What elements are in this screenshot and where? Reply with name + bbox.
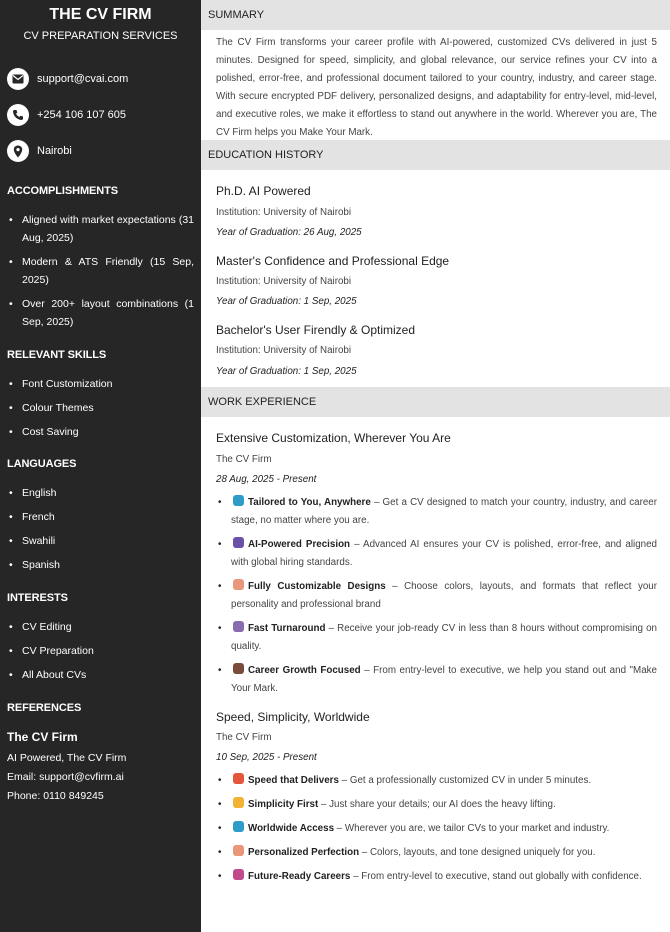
- list-item: [216, 494, 657, 530]
- bullet-text: – From entry-level to executive, stand out globally with confidence.: [350, 871, 642, 882]
- bullet-heading: AI-Powered Precision: [248, 539, 351, 550]
- phone-text: +254 106 107 605: [37, 109, 127, 121]
- job-company: The CV Firm: [216, 732, 272, 743]
- summary-text: The CV Firm transforms your career profile with AI-powered, customized CVs delivered in just 5 minutes. Designed for speed, simplicity, and global relevance, our service refines your CV into a polished, error-free, and professional document tailored to your country, industry, and career stage. With secure encrypted PDF delivery, personalized designs, and adaptability for entry-level, mid-level, and executive roles, we make it effortless to stand out anywhere in the world. Wherever you are, The CV Firm helps you Make Your Mark.: [216, 37, 657, 138]
- bullet-heading: Fast Turnaround: [248, 623, 326, 634]
- bullet-text: – Advanced AI ensures your CV is polished, error-free, and aligned with global hiring standards.: [231, 539, 657, 568]
- list-item: [216, 536, 657, 572]
- job-dates: 10 Sep, 2025 - Present: [216, 752, 317, 763]
- globe-icon: [233, 495, 244, 506]
- contact-email[interactable]: [7, 68, 128, 90]
- job-title: Extensive Customization, Wherever You Are: [216, 431, 451, 445]
- email-icon: [7, 68, 29, 90]
- interests-list: [7, 618, 194, 684]
- sparkles-icon: [233, 797, 244, 808]
- references-heading: REFERENCES: [7, 702, 82, 714]
- timer-icon: [233, 621, 244, 632]
- job-title: Speed, Simplicity, Worldwide: [216, 710, 370, 724]
- list-item: • Colour Themes: [7, 399, 194, 417]
- list-item: • CV Preparation: [7, 642, 194, 660]
- list-item: [216, 620, 657, 656]
- contact-phone[interactable]: [7, 104, 126, 126]
- list-item: [216, 662, 657, 698]
- skills-list: [7, 375, 194, 441]
- degree-year: Year of Graduation: 1 Sep, 2025: [216, 296, 357, 307]
- globe-icon: [233, 821, 244, 832]
- list-item: [216, 868, 657, 886]
- degree-institution: Institution: University of Nairobi: [216, 207, 352, 218]
- palette-icon: [233, 845, 244, 856]
- bullet-text: – Wherever you are, we tailor CVs to your market and industry.: [334, 823, 610, 834]
- main-content: [201, 0, 670, 932]
- bullet-heading: Career Growth Focused: [248, 665, 361, 676]
- list-item: [216, 796, 657, 814]
- list-item: [216, 844, 657, 862]
- palette-icon: [233, 579, 244, 590]
- bullet-heading: Speed that Delivers: [248, 775, 339, 786]
- reference-email[interactable]: Email: support@cvfirm.ai: [7, 771, 124, 783]
- degree-year: Year of Graduation: 1 Sep, 2025: [216, 366, 357, 377]
- bullet-heading: Worldwide Access: [248, 823, 335, 834]
- sidebar: [0, 0, 201, 932]
- list-item: [216, 772, 657, 790]
- list-item: • All About CVs: [7, 666, 194, 684]
- robot-icon: [233, 537, 244, 548]
- list-item: • French: [7, 508, 194, 526]
- list-item: • Modern & ATS Friendly (15 Sep, 2025): [7, 253, 194, 289]
- bullet-text: – From entry-level to executive, we help you stand out and "Make Your Mark.: [231, 665, 657, 694]
- email-text: support@cvai.com: [37, 73, 129, 85]
- languages-heading: LANGUAGES: [7, 458, 77, 470]
- summary-heading: SUMMARY: [201, 0, 670, 30]
- bullet-heading: Future-Ready Careers: [248, 871, 351, 882]
- lightning-icon: [233, 773, 244, 784]
- languages-list: [7, 484, 194, 574]
- list-item: • English: [7, 484, 194, 502]
- job-dates: 28 Aug, 2025 - Present: [216, 474, 317, 485]
- list-item: • Swahili: [7, 532, 194, 550]
- accomplishments-heading: ACCOMPLISHMENTS: [7, 185, 118, 197]
- briefcase-icon: [233, 663, 244, 674]
- rocket-icon: [233, 869, 244, 880]
- reference-phone[interactable]: Phone: 0110 849245: [7, 790, 104, 802]
- reference-name: The CV Firm: [7, 730, 78, 744]
- bullet-text: – Get a CV designed to match your country, industry, and career stage, no matter where you are.: [231, 497, 657, 526]
- list-item: [216, 820, 657, 838]
- work-heading: WORK EXPERIENCE: [201, 387, 670, 417]
- firm-tagline: CV PREPARATION SERVICES: [23, 30, 178, 42]
- list-item: • Cost Saving: [7, 423, 194, 441]
- accomplishments-list: [7, 211, 194, 331]
- job-bullets: [216, 772, 657, 886]
- bullet-heading: Simplicity First: [248, 799, 319, 810]
- contact-location: [7, 140, 72, 162]
- job-bullets: [216, 494, 657, 698]
- bullet-heading: Personalized Perfection: [248, 847, 360, 858]
- bullet-text: – Receive your job-ready CV in less than 8 hours without compromising on quality.: [231, 623, 657, 652]
- bullet-text: – Just share your details; our AI does the heavy lifting.: [318, 799, 556, 810]
- bullet-text: – Choose colors, layouts, and formats that reflect your personality and professional brand: [231, 581, 658, 610]
- degree-title: Bachelor's User Firendly & Optimized: [216, 323, 416, 337]
- list-item: • Spanish: [7, 556, 194, 574]
- degree-institution: Institution: University of Nairobi: [216, 276, 352, 287]
- job-company: The CV Firm: [216, 454, 272, 465]
- bullet-heading: Tailored to You, Anywhere: [248, 497, 371, 508]
- list-item: • Over 200+ layout combinations (1 Sep, 2025): [7, 295, 194, 331]
- location-text: Nairobi: [37, 145, 72, 157]
- interests-heading: INTERESTS: [7, 592, 68, 604]
- bullet-text: – Colors, layouts, and tone designed uniquely for you.: [359, 847, 596, 858]
- phone-icon: [7, 104, 29, 126]
- degree-year: Year of Graduation: 26 Aug, 2025: [216, 227, 362, 238]
- education-heading: EDUCATION HISTORY: [201, 140, 670, 170]
- firm-name: THE CV FIRM: [49, 6, 152, 23]
- bullet-heading: Fully Customizable Designs: [248, 581, 386, 592]
- list-item: [216, 578, 657, 614]
- bullet-text: – Get a professionally customized CV in under 5 minutes.: [338, 775, 592, 786]
- list-item: • Aligned with market expectations (31 Aug, 2025): [7, 211, 194, 247]
- degree-title: Master's Confidence and Professional Edge: [216, 254, 450, 268]
- list-item: • Font Customization: [7, 375, 194, 393]
- degree-institution: Institution: University of Nairobi: [216, 345, 352, 356]
- degree-title: Ph.D. AI Powered: [216, 184, 311, 198]
- list-item: • CV Editing: [7, 618, 194, 636]
- skills-heading: RELEVANT SKILLS: [7, 349, 107, 361]
- location-pin-icon: [7, 140, 29, 162]
- reference-org: AI Powered, The CV Firm: [7, 752, 127, 764]
